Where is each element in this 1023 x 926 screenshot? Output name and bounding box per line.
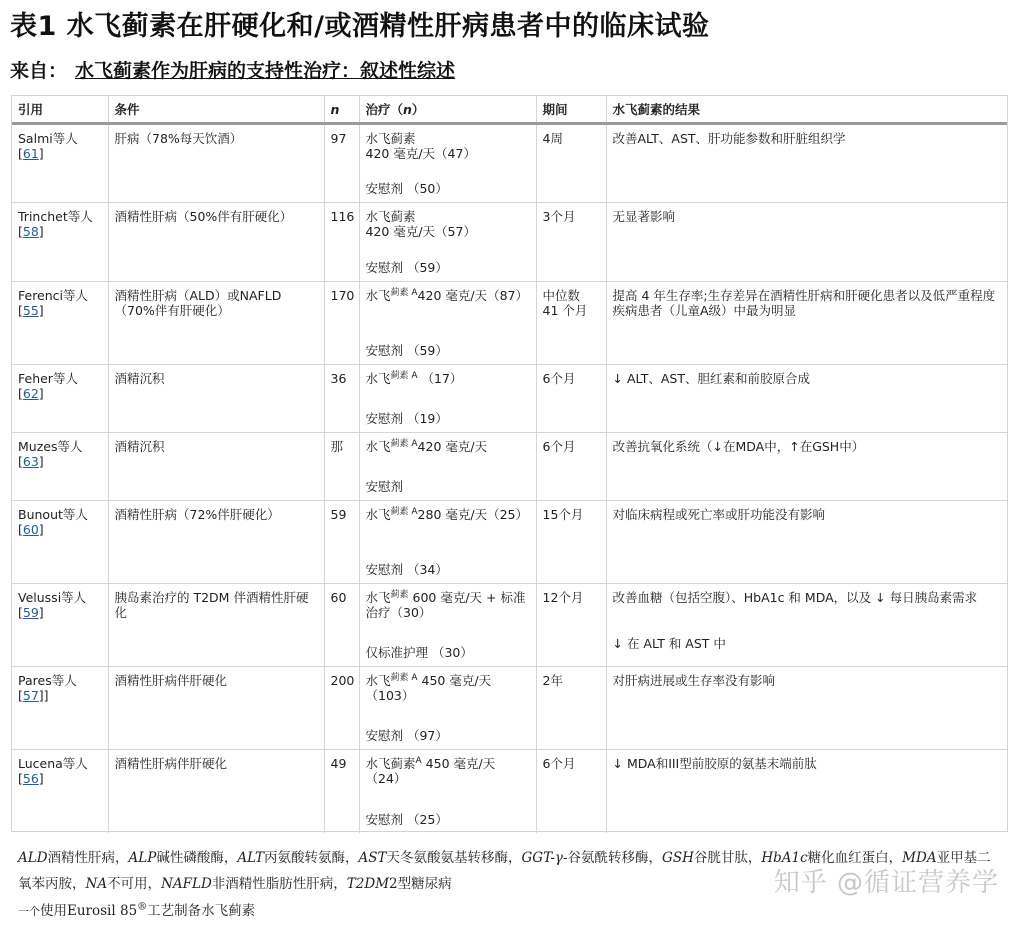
cell-condition: 酒精沉积 (108, 365, 324, 433)
reference-link[interactable]: 60 (22, 522, 39, 537)
cell-n: 36 (324, 365, 359, 433)
source-label: 来自： (10, 60, 68, 82)
cell-period: 15个月 (536, 501, 606, 584)
reference-link[interactable]: 57 (22, 688, 39, 703)
cell-n: 97 (324, 124, 359, 203)
cell-treatment (359, 282, 536, 365)
reference-link[interactable]: 61 (22, 146, 39, 161)
footnote-abbr: ALP (128, 850, 157, 866)
control-arm: 安慰剂 （97） (365, 728, 448, 743)
reference-link[interactable]: 63 (22, 454, 39, 469)
table-row (12, 584, 1007, 667)
cell-period: 6个月 (536, 365, 606, 433)
cell-condition: 酒精性肝病伴肝硬化 (108, 750, 324, 833)
footnote-definition: 天冬氨酸氨基转移酶， (386, 850, 522, 866)
footnote-abbr: NA (85, 876, 108, 892)
cell-treatment (359, 433, 536, 501)
cell-treatment (359, 501, 536, 584)
cell-treatment (359, 750, 536, 833)
cell-condition: 酒精沉积 (108, 433, 324, 501)
cell-condition: 酒精性肝病（72%伴肝硬化） (108, 501, 324, 584)
col-header-period: 期间 (536, 96, 606, 124)
col-header-condition: 条件 (108, 96, 324, 124)
cell-result: ↓ MDA和III型前胶原的氨基末端前肽 (612, 756, 817, 771)
footnote-abbr: ALT (237, 850, 264, 866)
footnote-abbr: HbA1c (761, 850, 808, 866)
footnote-abbr: T2DM (346, 876, 390, 892)
cell-period: 2年 (536, 667, 606, 750)
cell-result: 改善ALT、AST、肝功能参数和肝脏组织学 (606, 124, 1007, 203)
cell-condition: 胰岛素治疗的 T2DM 伴酒精性肝硬化 (108, 584, 324, 667)
cell-n: 200 (324, 667, 359, 750)
footnote-definition: 糖化血红蛋白， (807, 850, 903, 866)
footnote-definition: 碱性磷酸酶， (156, 850, 238, 866)
footnote-a-marker: 一个 (18, 905, 40, 918)
treatment-arm: 水飞$^{蓟素 A}$420 毫克/天（87） (365, 287, 528, 303)
control-arm: 仅标准护理 （30） (365, 645, 473, 660)
cell-condition: 酒精性肝病（50%伴有肝硬化） (108, 203, 324, 282)
treatment-arm: 水飞蓟素 420 毫克/天（47） (365, 131, 476, 161)
cell-treatment (359, 124, 536, 203)
reference-link[interactable]: 59 (22, 605, 39, 620)
table-title: 表1 水飞蓟素在肝硬化和/或酒精性肝病患者中的临床试验 (10, 11, 710, 42)
cell-reference: Feher等人[62] (12, 365, 108, 433)
control-arm: 安慰剂 （19） (365, 411, 448, 426)
cell-reference: Salmi等人[61] (12, 124, 108, 203)
footnote-definition: 谷胱甘肽， (693, 850, 762, 866)
footnote-a: 一个使用Eurosil 85®工艺制备水飞蓟素 (18, 901, 256, 919)
treatment-arm: 水飞$^{蓟素 A}$280 毫克/天（25） (365, 506, 528, 522)
footnote-definition: 非酒精性脂肪性肝病， (211, 876, 347, 892)
reference-link[interactable]: 56 (22, 771, 39, 786)
footnote-definition: 不可用， (107, 876, 162, 892)
control-arm: 安慰剂 （25） (365, 811, 448, 827)
source-article-link[interactable]: 水飞蓟素作为肝病的支持性治疗：叙述性综述 (75, 60, 456, 82)
cell-period: 3个月 (536, 203, 606, 282)
cell-treatment (359, 584, 536, 667)
cell-result: 对临床病程或死亡率或肝功能没有影响 (606, 501, 1007, 584)
table-row (12, 365, 1007, 433)
trials-table (11, 95, 1008, 832)
cell-reference: Trinchet等人[58] (12, 203, 108, 282)
cell-result: 对肝病进展或生存率没有影响 (606, 667, 1007, 750)
cell-treatment (359, 365, 536, 433)
cell-condition: 肝病（78%每天饮酒） (108, 124, 324, 203)
cell-reference: Bunout等人[60] (12, 501, 108, 584)
cell-n: 170 (324, 282, 359, 365)
table-row (12, 433, 1007, 501)
footnote-abbr: GSH (662, 850, 694, 866)
table-row (12, 282, 1007, 365)
footnote-abbr: NAFLD (161, 876, 212, 892)
table-row (12, 203, 1007, 282)
cell-reference: Muzes等人[63] (12, 433, 108, 501)
treatment-arm: 水飞蓟素$^A$ 450 毫克/天（24） (365, 755, 496, 786)
footnote-definition: 亚甲基二氧苯丙胺， (18, 850, 991, 892)
col-header-treatment: 治疗（n） (359, 96, 536, 124)
cell-n: 116 (324, 203, 359, 282)
treatment-arm: 水飞$^{蓟素}$ 600 毫克/天 + 标准治疗（30） (365, 589, 526, 620)
zhihu-watermark: 知乎 @循证营养学 (773, 868, 999, 898)
cell-result: ↓ ALT、AST、胆红素和前胶原合成 (606, 365, 1007, 433)
cell-treatment (359, 203, 536, 282)
table-header-row (12, 96, 1007, 124)
reference-link[interactable]: 55 (22, 303, 39, 318)
col-header-n: n (324, 96, 359, 124)
cell-treatment (359, 667, 536, 750)
table-row (12, 124, 1007, 203)
result-secondary: ↓ 在 ALT 和 AST 中 (612, 636, 726, 651)
control-arm: 安慰剂 （34） (365, 562, 448, 577)
cell-period: 12个月 (536, 584, 606, 667)
cell-reference: Ferenci等人[55] (12, 282, 108, 365)
cell-period: 6个月 (536, 433, 606, 501)
treatment-arm: 水飞$^{蓟素 A}$420 毫克/天 (365, 438, 488, 454)
reference-link[interactable]: 58 (22, 224, 39, 239)
footnote-abbr: GGT-γ (521, 850, 563, 866)
treatment-arm: 水飞$^{蓟素 A}$ 450 毫克/天（103） (365, 672, 492, 703)
cell-reference: Velussi等人[59] (12, 584, 108, 667)
cell-result: 无显著影响 (606, 203, 1007, 282)
cell-result: 改善抗氧化系统（↓在MDA中，↑在GSH中） (606, 433, 1007, 501)
control-arm: 安慰剂 (365, 479, 404, 494)
cell-reference: Lucena等人[56] (12, 750, 108, 833)
cell-condition: 酒精性肝病（ALD）或NAFLD（70%伴有肝硬化） (108, 282, 324, 365)
source-line (10, 56, 455, 83)
cell-period: 中位数 41 个月 (536, 282, 606, 365)
cell-n: 59 (324, 501, 359, 584)
table-row (12, 667, 1007, 750)
treatment-arm: 水飞$^{蓟素 A}$ （17） (365, 370, 463, 386)
footnote-definition: -谷氨酰转移酶， (562, 850, 663, 866)
control-arm: 安慰剂 （59） (365, 260, 448, 275)
footnote-abbr: AST (358, 850, 387, 866)
footnote-abbr: ALD (18, 850, 48, 866)
cell-condition: 酒精性肝病伴肝硬化 (108, 667, 324, 750)
cell-result: 提高 4 年生存率;生存差异在酒精性肝病和肝硬化患者以及低严重程度疾病患者（儿童A级）中最为明显 (606, 282, 1007, 365)
footnote-definition: 2型糖尿病 (389, 876, 452, 892)
footnote-abbr: MDA (902, 850, 937, 866)
col-header-result: 水飞蓟素的结果 (606, 96, 1007, 124)
table-row (12, 750, 1007, 833)
control-arm: 安慰剂 （50） (365, 181, 448, 196)
cell-reference: Pares等人[57]] (12, 667, 108, 750)
reference-link[interactable]: 62 (22, 386, 39, 401)
cell-n: 49 (324, 750, 359, 833)
control-arm: 安慰剂 （59） (365, 343, 448, 358)
treatment-arm: 水飞蓟素 420 毫克/天（57） (365, 209, 476, 239)
cell-n: 那 (324, 433, 359, 501)
cell-n: 60 (324, 584, 359, 667)
cell-period: 6个月 (536, 750, 606, 833)
table-row (12, 501, 1007, 584)
footnote-definition: 丙氨酸转氨酶， (263, 850, 359, 866)
footnote-definition: 酒精性肝病， (47, 850, 129, 866)
col-header-ref: 引用 (12, 96, 108, 124)
cell-period: 4周 (536, 124, 606, 203)
cell-result: 改善血糖（包括空腹）、HbA1c 和 MDA，以及 ↓ 每日胰岛素需求 ↓ 在 ALT 和 AST 中 (606, 584, 1007, 667)
